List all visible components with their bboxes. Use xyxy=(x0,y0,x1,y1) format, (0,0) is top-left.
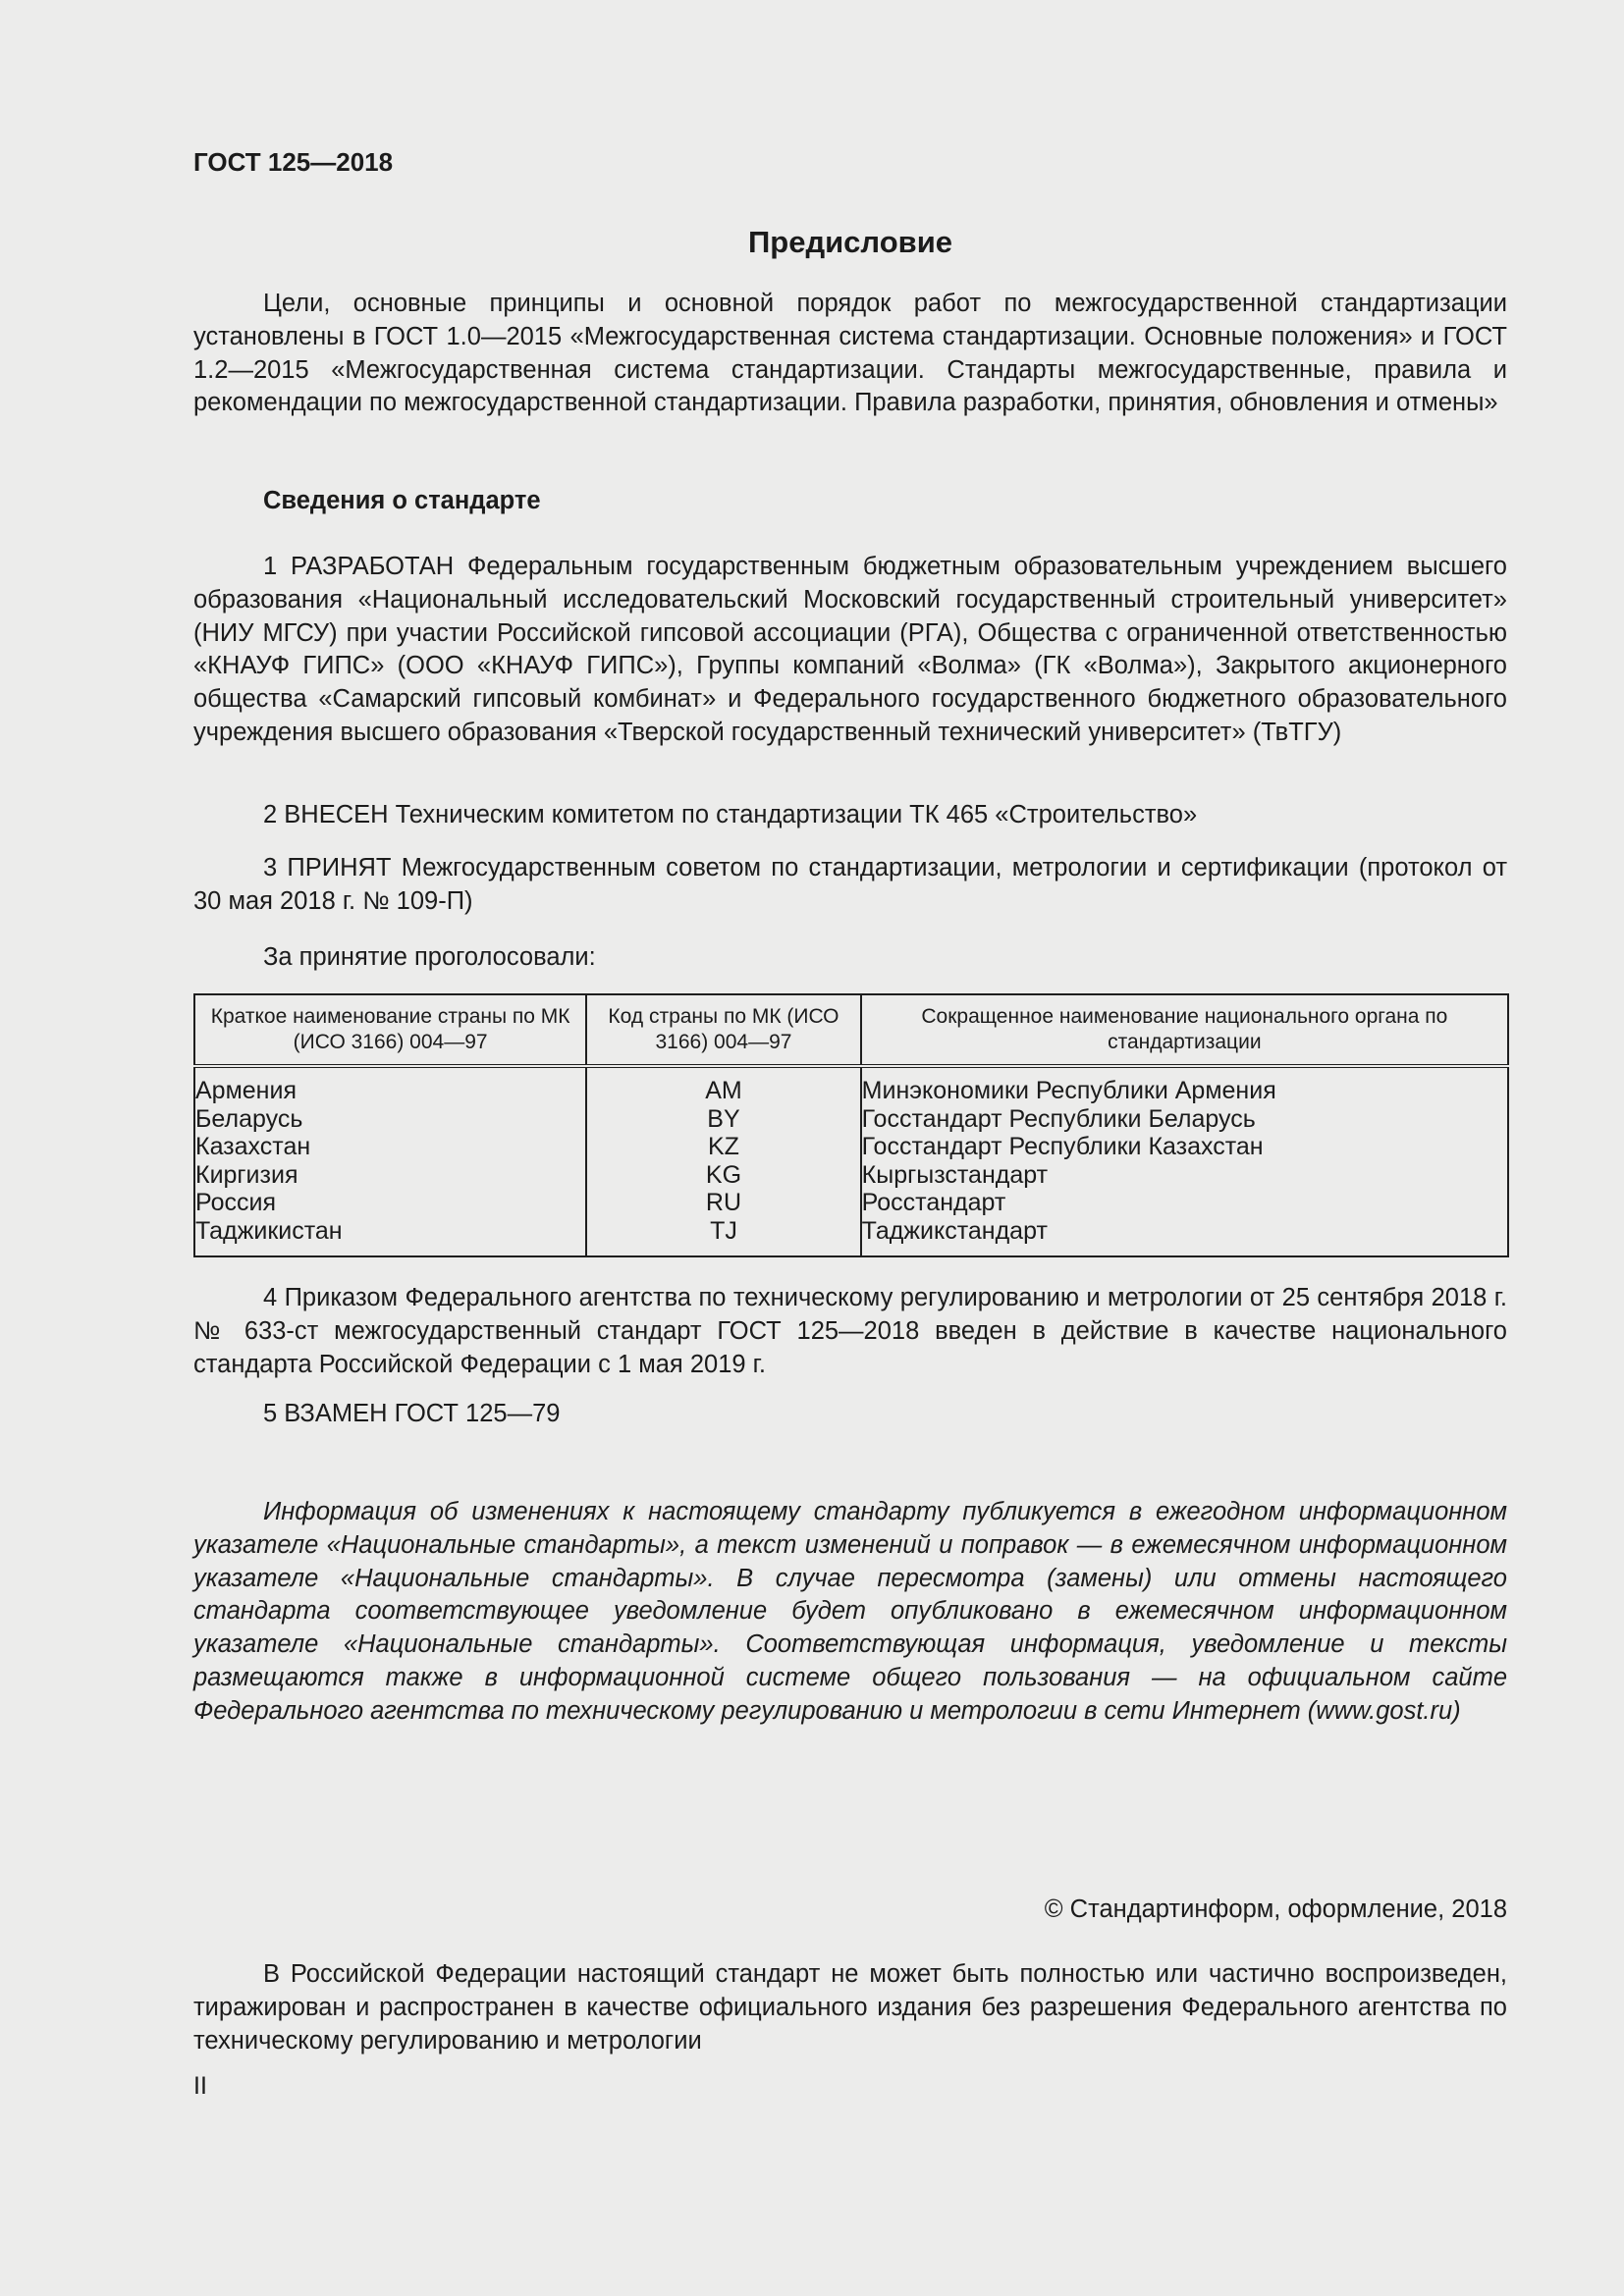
copyright-block xyxy=(193,1894,1507,1927)
item-developed: 1 РАЗРАБОТАН Федеральным государственным бюджетным образовательным учреждением высшего образования «Национальный исследовательский Московский государственный строительный университет» (НИУ МГСУ) при участии Российской гипсовой ассоциации (РГА), Общества с ограниченной ответственностью «КНАУФ ГИПС» (ООО «КНАУФ ГИПС»), Группы компаний «Волма» (ГК «Волма»), Закрытого акционерного общества «Самарский гипсовый комбинат» и Федерального государственного бюджетного образовательного учреждения высшего образования «Тверской государственный технический университет» (ТвТГУ) xyxy=(193,553,1507,746)
country-name: Армения xyxy=(195,1077,297,1104)
country-code: BY xyxy=(707,1104,740,1133)
standards-body: Минэкономики Республики Армения xyxy=(861,1077,1276,1104)
country-name: Казахстан xyxy=(195,1133,311,1161)
country-name: Россия xyxy=(195,1189,276,1217)
standards-body: Кыргызстандарт xyxy=(861,1160,1049,1189)
item-3-block xyxy=(193,852,1507,919)
country-code: RU xyxy=(705,1189,742,1217)
standards-body: Госстандарт Республики Беларусь xyxy=(861,1104,1256,1133)
country-code: TJ xyxy=(710,1216,737,1245)
copyright: © Стандартинформ, оформление, 2018 xyxy=(1044,1896,1507,1923)
info-notice-block xyxy=(193,1496,1507,1729)
item-adopted: 3 ПРИНЯТ Межгосударственным советом по стандартизации, метрологии и сертификации (протокол от 30 мая 2018 г. № 109-П) xyxy=(193,854,1507,915)
item-submitted: 2 ВНЕСЕН Техническим комитетом по стандартизации ТК 465 «Строительство» xyxy=(263,801,1198,828)
standards-body: Росстандарт xyxy=(861,1189,1006,1217)
restriction-notice: В Российской Федерации настоящий стандарт не может быть полностью или частично воспроизведен, тиражирован и распространен в качестве официального издания без разрешения Федерального агентства по техническому регулированию и метрологии xyxy=(193,1960,1507,2055)
page-number: II xyxy=(193,2072,207,2100)
votes-table xyxy=(193,993,1509,1257)
country-name: Беларусь xyxy=(195,1104,303,1133)
votes-table-wrapper xyxy=(193,993,1509,1257)
country-codes-column xyxy=(586,1066,860,1256)
section-heading: Сведения о стандарте xyxy=(263,487,541,514)
country-name: Таджикистан xyxy=(195,1216,343,1245)
table-body-row xyxy=(194,1066,1508,1256)
item-2-block xyxy=(193,799,1507,832)
country-name: Киргизия xyxy=(195,1160,298,1189)
country-names-column xyxy=(194,1066,586,1256)
header-country-code: Код страны по МК (ИСО 3166) 004—97 xyxy=(586,994,860,1066)
country-code: AM xyxy=(705,1077,742,1104)
header-standards-body: Сокращенное наименование национального органа по стандартизации xyxy=(861,994,1508,1066)
intro-block xyxy=(193,288,1507,420)
item-replaces: 5 ВЗАМЕН ГОСТ 125—79 xyxy=(263,1400,561,1427)
standards-bodies-column xyxy=(861,1066,1508,1256)
table-header-row xyxy=(194,994,1508,1066)
intro-paragraph: Цели, основные принципы и основной порядок работ по межгосударственной стандартизации установлены в ГОСТ 1.0—2015 «Межгосударственная система стандартизации. Основные положения» и ГОСТ 1.2—2015 «Межгосударственная система стандартизации. Стандарты межгосударственные, правила и рекомендации по межгосударственной стандартизации. Правила разработки, принятия, обновления и отмены» xyxy=(193,290,1507,417)
standards-body: Таджикстандарт xyxy=(861,1216,1048,1245)
votes-label-block xyxy=(193,941,1507,975)
info-notice: Информация об изменениях к настоящему стандарту публикуется в ежегодном информационном указателе «Национальные стандарты», а текст изменений и поправок — в ежемесячном информационном указателе «Национальные стандарты». В случае пересмотра (замены) или отмены настоящего стандарта соответствующее уведомление будет опубликовано в ежемесячном информационном указателе «Национальные стандарты». Соответствующая информация, уведомление и тексты размещаются также в информационной системе общего пользования — на официальном сайте Федерального агентства по техническому регулированию и метрологии в сети Интернет (www.gost.ru) xyxy=(193,1498,1507,1725)
country-code: KG xyxy=(705,1160,742,1189)
header-country-name: Краткое наименование страны по МК (ИСО 3166) 004—97 xyxy=(194,994,586,1066)
page-title: Предисловие xyxy=(747,225,952,259)
country-code: KZ xyxy=(707,1133,739,1161)
section-heading-block xyxy=(193,485,1507,518)
item-1-block xyxy=(193,551,1507,750)
votes-label: За принятие проголосовали: xyxy=(263,943,596,971)
item-4-block xyxy=(193,1282,1507,1381)
document-id: ГОСТ 125—2018 xyxy=(193,147,394,177)
restriction-block xyxy=(193,1958,1507,2057)
item-enacted: 4 Приказом Федерального агентства по техническому регулированию и метрологии от 25 сентября 2018 г. № 633-ст межгосударственный стандарт ГОСТ 125—2018 введен в действие в качестве национального стандарта Российской Федерации с 1 мая 2019 г. xyxy=(193,1284,1507,1378)
standards-body: Госстандарт Республики Казахстан xyxy=(861,1133,1264,1161)
item-5-block xyxy=(193,1398,1507,1431)
